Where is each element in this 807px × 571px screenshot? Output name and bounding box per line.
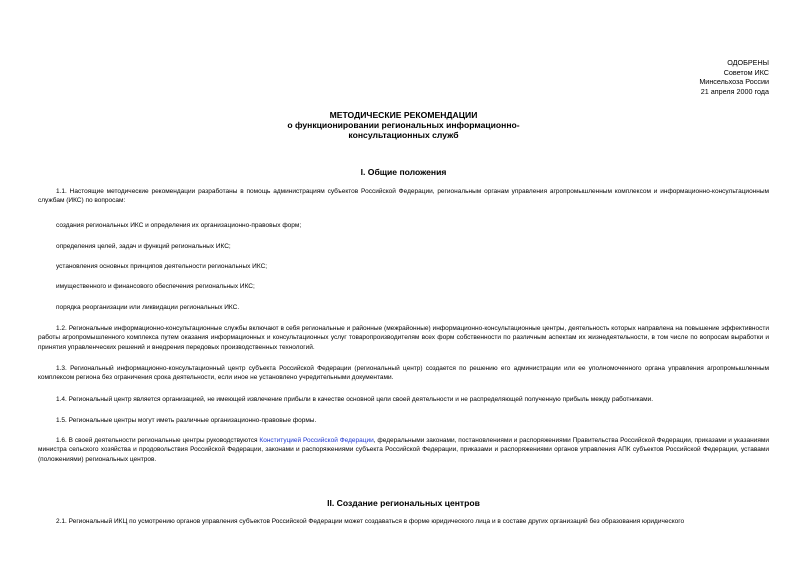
approval-line-3: Минсельхоза России	[699, 77, 769, 87]
paragraph-1-5: 1.5. Региональные центры могут иметь различные организационно-правовые формы.	[56, 417, 317, 424]
paragraph-1-6	[38, 436, 769, 464]
list-item: определения целей, задач и функций региональных ИКС;	[56, 243, 231, 250]
title-line-1: МЕТОДИЧЕСКИЕ РЕКОМЕНДАЦИИ	[329, 110, 478, 120]
section-1-heading: I. Общие положения	[360, 167, 447, 177]
paragraph-1-6-lead: 1.6. В своей деятельности региональные центры руководствуются	[56, 437, 260, 444]
approval-line-2: Советом ИКС	[723, 67, 769, 77]
list-item: установления основных принципов деятельности региональных ИКС;	[56, 263, 268, 270]
paragraph-1-6-rest: , федеральными законами, постановлениями и распоряжениями Правительства Российской Федерации, приказами и указаниями министра сельского хозяйства и продовольствия Российской Федерации, законами и распоряжениями субъекта Российской Федерации, приказами и распоряжениями органов управления АПК субъектов Российской Федерации, уставами (положениями) региональных центров.	[38, 437, 769, 463]
approval-line-4: 21 апреля 2000 года	[700, 86, 769, 96]
section-2-heading: II. Создание региональных центров	[327, 498, 480, 508]
list-item: имущественного и финансового обеспечения региональных ИКС;	[56, 283, 255, 290]
paragraph-1-2: 1.2. Региональные информационно-консультационные службы включают в себя региональные и районные (межрайонные) информационно-консультационные центры, деятельность которых направлена на повышение эффективности работы агропромышленного комплекса путем оказания информационных и консультационных услуг товаропроизводителям всех форм собственности по различным аспектам их жизнедеятельности, в том числе по вопросам выработки и принятия управленческих решений и внедрения передовых производственных технологий.	[38, 325, 769, 351]
document-title	[0, 110, 807, 140]
paragraph-1-4: 1.4. Региональный центр является организацией, не имеющей извлечение прибыли в качестве основной цели своей деятельности и не распределяющей полученную прибыль между работниками.	[56, 396, 654, 403]
approval-stamp	[699, 58, 769, 96]
list-item: порядка реорганизации или ликвидации региональных ИКС.	[56, 304, 240, 311]
approval-line-1: ОДОБРЕНЫ	[727, 58, 769, 67]
paragraph-1-3: 1.3. Региональный информационно-консультационный центр субъекта Российской Федерации (региональный центр) создается по решению его администрации или ее уполномоченного органа управления агропромышленным комплексом региона без ограничения срока деятельности, если иное не установлено учредительными документами.	[38, 365, 769, 382]
title-line-3: консультационных служб	[348, 130, 459, 140]
list-item: создания региональных ИКС и определения их организационно-правовых форм;	[56, 222, 302, 229]
constitution-link[interactable]: Конституцией Российской Федерации	[259, 437, 374, 444]
paragraph-1-1: 1.1. Настоящие методические рекомендации разработаны в помощь администрациям субъектов Российской Федерации, региональным органам управления агропромышленным комплексом и информационно-консультационным службам (ИКС) по вопросам:	[38, 188, 769, 205]
paragraph-2-1: 2.1. Региональный ИКЦ по усмотрению органов управления субъектов Российской Федерации может создаваться в форме юридического лица и в составе других организаций без образования юридического	[56, 518, 685, 525]
title-line-2: о функционировании региональных информационно-	[287, 120, 520, 130]
